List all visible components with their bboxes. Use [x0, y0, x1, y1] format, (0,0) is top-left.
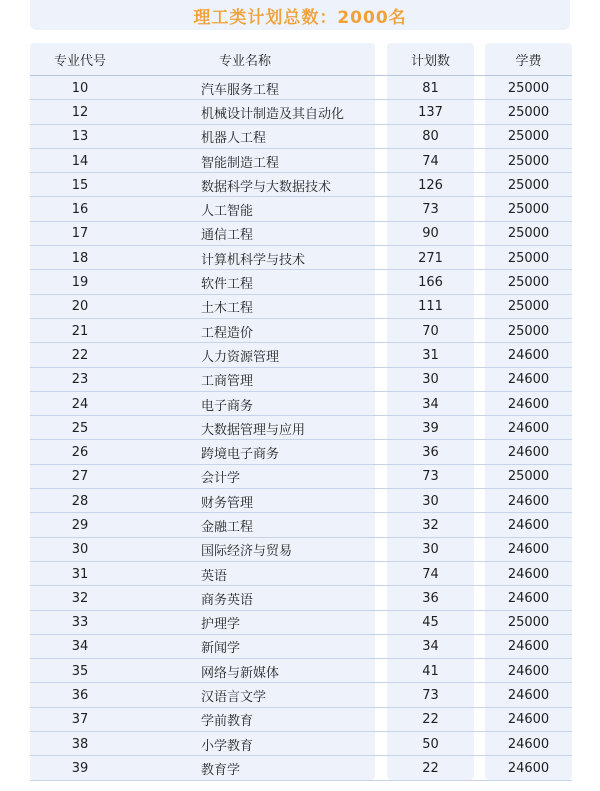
plan-count-cell: 111	[418, 299, 443, 315]
plan-count-cell: 39	[422, 420, 439, 436]
plan-count-cell: 74	[422, 566, 439, 582]
table-row	[0, 489, 600, 513]
tuition-cell: 24600	[507, 542, 550, 558]
table-row	[0, 343, 600, 367]
plan-count-cell: 34	[422, 396, 439, 412]
major-code-cell: 38	[71, 736, 89, 752]
major-code-cell: 28	[71, 493, 89, 509]
tuition-cell: 25000	[507, 177, 550, 193]
plan-count-cell: 30	[422, 493, 439, 509]
major-code-cell: 17	[71, 226, 89, 242]
plan-count-cell: 30	[422, 372, 439, 388]
major-name-cell: 国际经济与贸易	[201, 544, 293, 560]
tuition-cell: 25000	[507, 275, 550, 291]
row-divider	[30, 780, 572, 781]
plan-count-cell: 36	[422, 445, 439, 461]
major-name-cell: 财务管理	[201, 495, 254, 511]
major-name-cell: 人工智能	[201, 204, 254, 220]
tuition-cell: 25000	[507, 202, 550, 218]
major-name-cell: 通信工程	[201, 228, 254, 244]
major-name-cell: 网络与新媒体	[201, 665, 280, 681]
plan-count-cell: 81	[422, 80, 439, 96]
major-code-cell: 39	[71, 760, 89, 776]
table-row	[0, 416, 600, 440]
tuition-cell: 24600	[507, 590, 550, 606]
table-row	[0, 125, 600, 149]
plan-count-cell: 271	[418, 250, 443, 266]
table-row	[0, 173, 600, 197]
plan-count-cell: 74	[422, 153, 439, 169]
major-name-cell: 计算机科学与技术	[201, 252, 306, 268]
plan-count-cell: 137	[418, 104, 443, 120]
table-row	[0, 538, 600, 562]
table-row	[0, 246, 600, 270]
major-name-cell: 教育学	[201, 762, 241, 778]
major-name-cell: 英语	[201, 568, 228, 584]
major-name-cell: 会计学	[201, 471, 241, 487]
tuition-cell: 24600	[507, 517, 550, 533]
table-row	[0, 683, 600, 707]
table-row	[0, 319, 600, 343]
major-code-cell: 22	[71, 347, 89, 363]
major-code-cell: 25	[71, 420, 89, 436]
major-name-cell: 汽车服务工程	[201, 82, 280, 98]
plan-count-cell: 50	[422, 736, 439, 752]
major-name-cell: 大数据管理与应用	[201, 422, 306, 438]
table-row	[0, 732, 600, 756]
tuition-cell: 24600	[507, 493, 550, 509]
plan-count-cell: 41	[422, 663, 439, 679]
major-code-cell: 18	[71, 250, 89, 266]
plan-count-cell: 70	[422, 323, 439, 339]
major-name-cell: 商务英语	[201, 592, 254, 608]
tuition-cell: 24600	[507, 420, 550, 436]
major-code-cell: 35	[71, 663, 89, 679]
plan-count-cell: 45	[422, 615, 439, 631]
plan-count-cell: 22	[422, 760, 439, 776]
tuition-cell: 25000	[507, 226, 550, 242]
major-code-cell: 19	[71, 275, 89, 291]
major-code-cell: 12	[71, 104, 89, 120]
table-row	[0, 756, 600, 780]
major-code-cell: 14	[71, 153, 89, 169]
major-code-cell: 15	[71, 177, 89, 193]
tuition-cell: 24600	[507, 736, 550, 752]
table-row	[0, 708, 600, 732]
tuition-cell: 25000	[507, 615, 550, 631]
major-name-cell: 工商管理	[201, 374, 254, 390]
plan-count-cell: 73	[422, 688, 439, 704]
plan-count-cell: 34	[422, 639, 439, 655]
major-name-cell: 软件工程	[201, 277, 254, 293]
major-name-cell: 土木工程	[201, 301, 254, 317]
tuition-cell: 24600	[507, 712, 550, 728]
major-code-cell: 21	[71, 323, 89, 339]
tuition-cell: 24600	[507, 688, 550, 704]
table-row	[0, 513, 600, 537]
major-name-cell: 金融工程	[201, 519, 254, 535]
plan-count-cell: 36	[422, 590, 439, 606]
plan-count-cell: 22	[422, 712, 439, 728]
table-header-row	[0, 43, 600, 76]
plan-count-cell: 30	[422, 542, 439, 558]
table-row	[0, 465, 600, 489]
title-band	[30, 0, 570, 30]
tuition-cell: 25000	[507, 80, 550, 96]
table-row	[0, 76, 600, 100]
major-name-cell: 小学教育	[201, 738, 254, 754]
table-row	[0, 440, 600, 464]
plan-count-cell: 166	[418, 275, 443, 291]
tuition-cell: 24600	[507, 639, 550, 655]
major-code-cell: 10	[71, 80, 89, 96]
enrollment-plan-table	[0, 43, 600, 781]
plan-count-cell: 126	[418, 177, 443, 193]
major-code-cell: 36	[71, 688, 89, 704]
tuition-cell: 25000	[507, 129, 550, 145]
major-code-cell: 13	[71, 129, 89, 145]
major-name-cell: 跨境电子商务	[201, 447, 280, 463]
major-name-cell: 智能制造工程	[201, 155, 280, 171]
tuition-cell: 24600	[507, 372, 550, 388]
tuition-cell: 25000	[507, 104, 550, 120]
tuition-cell: 24600	[507, 663, 550, 679]
major-code-cell: 30	[71, 542, 89, 558]
major-name-cell: 新闻学	[201, 641, 241, 657]
tuition-cell: 25000	[507, 323, 550, 339]
major-code-cell: 29	[71, 517, 89, 533]
header-tuition: 学费	[515, 54, 542, 69]
major-name-cell: 学前教育	[201, 714, 254, 730]
tuition-cell: 25000	[507, 469, 550, 485]
table-row	[0, 222, 600, 246]
major-name-cell: 工程造价	[201, 325, 254, 341]
major-name-cell: 汉语言文学	[201, 690, 267, 706]
major-code-cell: 20	[71, 299, 89, 315]
tuition-cell: 25000	[507, 153, 550, 169]
plan-count-cell: 32	[422, 517, 439, 533]
plan-count-cell: 73	[422, 469, 439, 485]
plan-count-cell: 73	[422, 202, 439, 218]
major-code-cell: 33	[71, 615, 89, 631]
page-title: 理工类计划总数：2000名	[193, 7, 407, 28]
table-row	[0, 295, 600, 319]
table-row	[0, 586, 600, 610]
tuition-cell: 25000	[507, 299, 550, 315]
plan-count-cell: 31	[422, 347, 439, 363]
major-code-cell: 37	[71, 712, 89, 728]
major-name-cell: 人力资源管理	[201, 349, 280, 365]
table-row	[0, 149, 600, 173]
major-code-cell: 27	[71, 469, 89, 485]
tuition-cell: 24600	[507, 445, 550, 461]
tuition-cell: 24600	[507, 566, 550, 582]
table-row	[0, 368, 600, 392]
tuition-cell: 24600	[507, 347, 550, 363]
major-code-cell: 24	[71, 396, 89, 412]
table-row	[0, 392, 600, 416]
major-code-cell: 31	[71, 566, 89, 582]
table-row	[0, 100, 600, 124]
header-major-code: 专业代号	[53, 54, 106, 69]
major-name-cell: 电子商务	[201, 398, 254, 414]
major-name-cell: 数据科学与大数据技术	[201, 179, 332, 195]
major-code-cell: 32	[71, 590, 89, 606]
major-name-cell: 机械设计制造及其自动化	[201, 106, 345, 122]
tuition-cell: 25000	[507, 250, 550, 266]
table-row	[0, 197, 600, 221]
plan-count-cell: 80	[422, 129, 439, 145]
table-row	[0, 659, 600, 683]
table-row	[0, 562, 600, 586]
major-code-cell: 34	[71, 639, 89, 655]
tuition-cell: 24600	[507, 396, 550, 412]
major-name-cell: 护理学	[201, 617, 241, 633]
major-code-cell: 26	[71, 445, 89, 461]
major-code-cell: 16	[71, 202, 89, 218]
header-plan-count: 计划数	[410, 54, 450, 69]
major-name-cell: 机器人工程	[201, 131, 267, 147]
table-row	[0, 611, 600, 635]
table-row	[0, 635, 600, 659]
table-row	[0, 270, 600, 294]
major-code-cell: 23	[71, 372, 89, 388]
plan-count-cell: 90	[422, 226, 439, 242]
tuition-cell: 24600	[507, 760, 550, 776]
header-major-name: 专业名称	[218, 54, 271, 69]
